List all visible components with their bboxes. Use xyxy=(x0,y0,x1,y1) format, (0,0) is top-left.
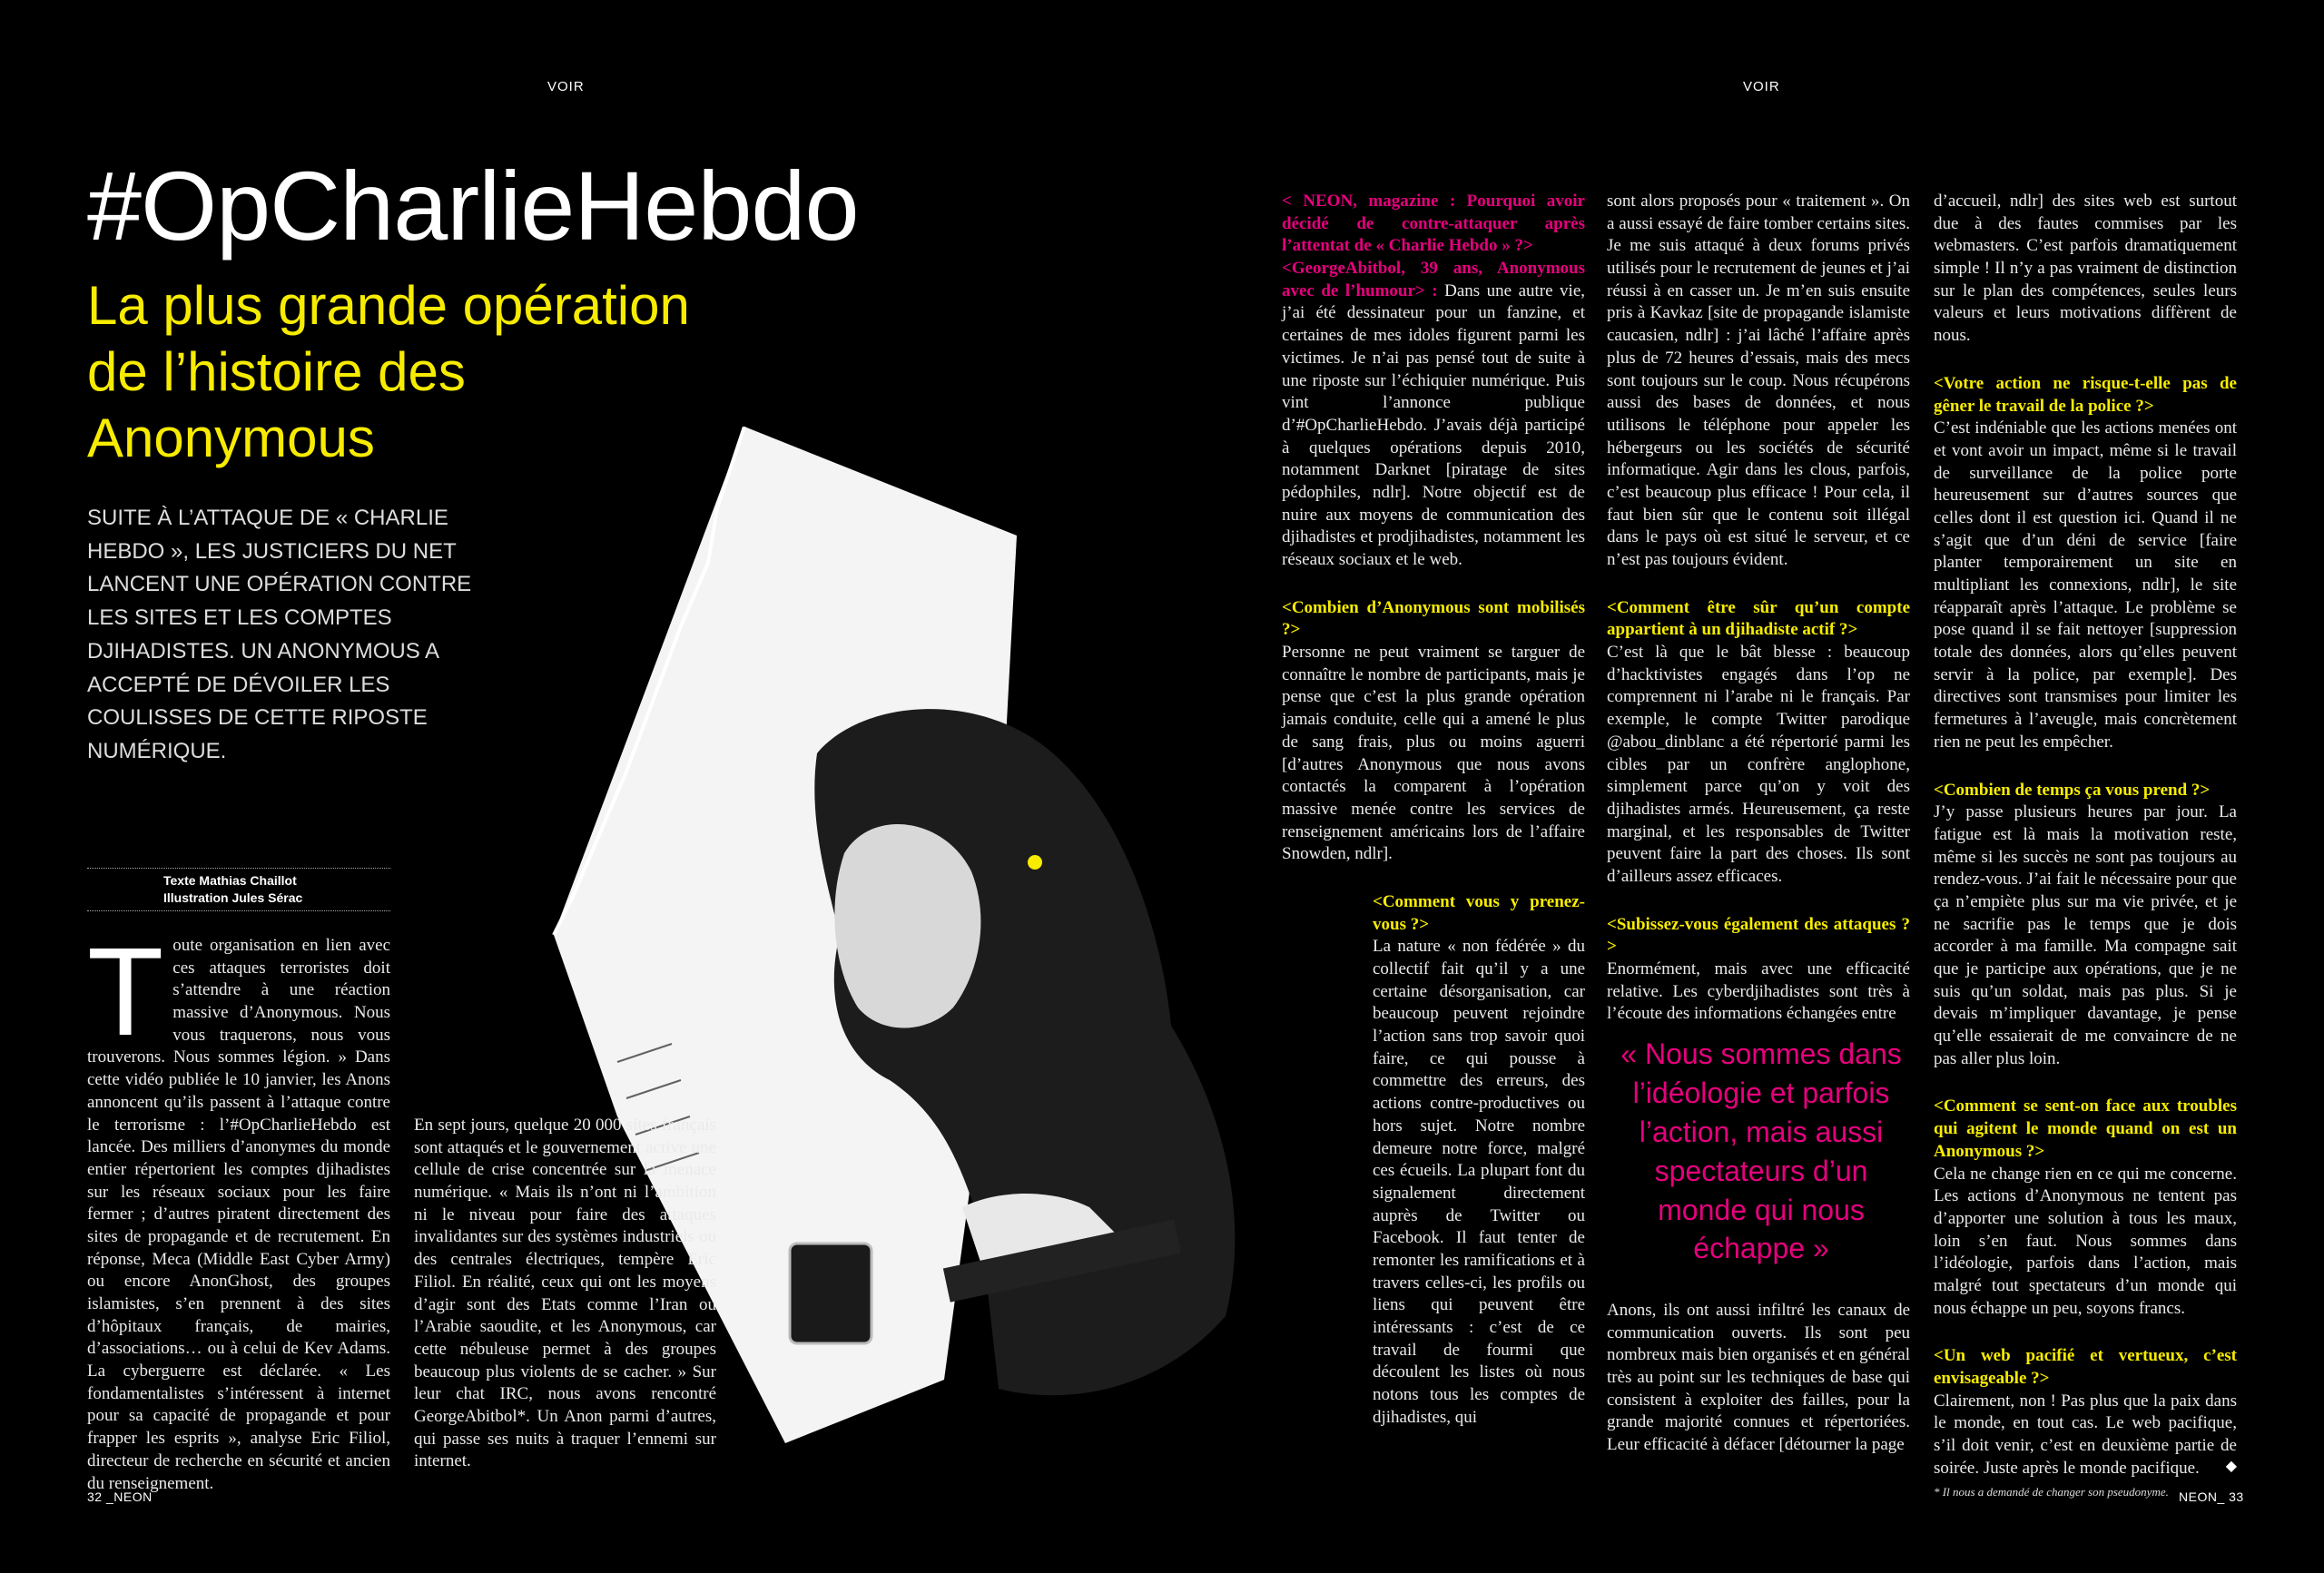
answer-5-continued: Anons, ils ont aussi infiltré les canaux de communication ouverts. Ils sont peu nombreux mais bien organisés et en général très au point sur les techniques de base qui consistent à exploiter des failles, pour la grande majorité connues et répertoriées. Leur efficacité à défacer [détourner la page xyxy=(1607,1301,1910,1455)
question-7: <Combien de temps ça vous prend ?> xyxy=(1934,780,2211,800)
interviewee-name: <GeorgeAbitbol, 39 ans, Anonymous avec de l’humour> : xyxy=(1282,259,1585,300)
body-column-2 xyxy=(414,1115,716,1473)
interview-column-3 xyxy=(1934,191,2237,1500)
qa-block-4 xyxy=(1607,597,1910,889)
question-9: <Un web pacifié et vertueux, c’est envisageable ?> xyxy=(1934,1346,2237,1388)
question-6: <Votre action ne risque-t-elle pas de gêner le travail de la police ?> xyxy=(1934,373,2237,416)
answer-3: La nature « non fédérée » du collectif fait qu’il y a une certaine désorganisation, car beaucoup peuvent rejoindre l’action sans trop savoir quoi faire, ce qui pousse à commettre des erreurs, des actions contre-productives ou hors sujet. Notre nombre demeure notre force, malgré ces écueils. La plupart font du signalement directement auprès de Twitter ou Facebook. Il faut tenter de remonter les ramifications et à travers celles-ci, les profils ou liens qui peuvent être intéressants : c’est de ce travail de fourmi que découlent les listes où nous notons tous les comptes de djihadistes, qui xyxy=(1373,937,1585,1427)
running-head-left: VOIR xyxy=(547,79,585,94)
answer-7: J’y passe plusieurs heures par jour. La fatigue est là mais la motivation reste, même si les succès ne sont pas toujours au rendez-vous. J’ai fait le nécessaire pour que ça n’empiète plus sur ma vie privée, et je ne sacrifie pas le temps que je dois accorder à ma famille. Ma compagne sait que je participe aux opérations, que je ne suis qu’un soldat, mais pas plus. Si je devais m’impliquer davantage, je pense qu’elle essaierait de me convaincre de ne pas aller plus loin. xyxy=(1934,802,2237,1068)
body-column-1 xyxy=(87,922,390,1495)
question-1: < NEON, magazine : Pourquoi avoir décidé de contre-attaquer après l’attentat de « Charlie Hebdo » ?> xyxy=(1282,192,1585,256)
question-4: <Comment être sûr qu’un compte appartient à un djihadiste actif ?> xyxy=(1607,597,1910,640)
question-3: <Comment vous y prenez-vous ?> xyxy=(1373,891,1585,934)
article-title: #OpCharlieHebdo xyxy=(87,151,859,261)
glowing-eye xyxy=(1028,855,1042,870)
qa-block-2 xyxy=(1282,597,1585,866)
qa-block-7 xyxy=(1934,780,2237,1071)
answer-8: Cela ne change rien en ce qui me concerne. Les actions d’Anonymous ne tentent pas d’apporter une solution à tous les maux, loin s’en faut. Nous sommes dans l’idéologie, parfois dans l’action, mais malgré tout spectateurs d’un monde qui nous échappe un peu, soyons francs. xyxy=(1934,1164,2237,1318)
qa-block-6 xyxy=(1934,373,2237,754)
body-text-1: oute organisation en lien avec ces attaques terroristes doit s’attendre à une réaction massive d’Anonymous. Nous vous traquerons, nous vous trouverons. Nous sommes légion. » Dans cette vidéo publiée le 10 janvier, les Anons annoncent qu’ils passent à l’attaque contre le terrorisme : l’#OpCharlieHebdo est lancée. Des milliers d’anonymes du monde entier répertorient les comptes djihadistes sur les réseaux sociaux pour les faire fermer ; d’autres piratent directement des sites de propagande et de recrutement. En réponse, Meca (Middle East Cyber Army) ou encore AnonGhost, des groupes islamistes, s’en prennent à des sites d’hôpitaux français, de mairies, d’associations… ou à celui de Kev Adams. La cyberguerre est déclarée. « Les fondamentalistes s’intéressent à internet pour sa capacité de propagande et pour frapper les esprits », analyse Eric Filiol, directeur de recherche en sécurité et ancien du renseignement. xyxy=(87,936,390,1493)
dropcap: T xyxy=(87,922,164,1062)
qa-block-1 xyxy=(1282,191,1585,572)
answer-5: Enormément, mais avec une efficacité relative. Les cyberdjihadistes sont très à l’écoute des informations échangées entre xyxy=(1607,959,1910,1024)
question-5: <Subissez-vous également des attaques ?> xyxy=(1607,914,1910,957)
answer-3-continued: sont alors proposés pour « traitement ». On a aussi essayé de faire tomber certains sites. Je me suis attaqué à deux forums privés utilisés pour le recrutement de jeunes et j’ai réussi à en casser un. Je m’en suis ensuite pris à Kavkaz [site de propagande islamiste caucasien, ndlr] : j’ai lâché l’affaire après plus de 72 heures d’essais, mais des mecs sont toujours sur le coup. Nous récupérons aussi des bases de données, et nous utilisons le téléphone pour appeler les hébergeurs ou les sociétés de sécurité informatique. Agir dans les clous, parfois, c’est beaucoup plus efficace ! Pour cela, il faut bien sûr que le contenu soit illégal dans le pays où est situé le serveur, et ce n’est pas toujours évident. xyxy=(1607,192,1910,569)
qa-block-3 xyxy=(1282,891,1585,1430)
footnote: * Il nous a demandé de changer son pseudonyme. xyxy=(1934,1485,2169,1499)
figure-face xyxy=(834,824,980,1028)
coffee-mug xyxy=(790,1244,872,1343)
interview-column-2-bottom xyxy=(1607,1300,1910,1457)
article-standfirst: SUITE À L’ATTAQUE DE « CHARLIE HEBDO », LES JUSTICIERS DU NET LANCENT UNE OPÉRATION CONTRE LES SITES ET LES COMPTES DJIHADISTES. UN ANONYMOUS A ACCEPTÉ DE DÉVOILER LES COULISSES DE CETTE RIPOSTE NUMÉRIQUE. xyxy=(87,506,472,764)
pull-quote: « Nous sommes dans l’idéologie et parfois l’action, mais aussi spectateurs d’un monde qui nous échappe » xyxy=(1620,1037,1902,1265)
interview-column-2 xyxy=(1607,191,1910,1051)
end-mark-icon: ◆ xyxy=(2225,1458,2237,1474)
article-credits xyxy=(87,868,390,911)
qa-block-8 xyxy=(1934,1096,2237,1320)
answer-4: C’est là que le bât blesse : beaucoup d’hacktivistes engagés dans l’op ne comprennent ni l’arabe ni le français. Par exemple, le compte Twitter parodique @abou_dinblanc a été répertorié parmi les cibles par un confrère anglophone, simplement parce qu’on y voit des djihadistes armés. Heureusement, ça reste marginal, et les responsables de Twitter peuvent faire la part des choses. Ils sont d’ailleurs assez efficaces. xyxy=(1607,643,1910,886)
question-8: <Comment se sent-on face aux troubles qui agitent le monde quand on est un Anonymous ?> xyxy=(1934,1096,2237,1161)
answer-5-continued-2: d’accueil, ndlr] des sites web est surtout due à des fautes commises par les webmasters. C’est parfois dramatiquement simple ! Il n’y a pas vraiment de distinction sur le plan des compétences, seules leurs valeurs et leurs motivations diffèrent de nous. xyxy=(1934,192,2237,346)
interview-column-1 xyxy=(1282,191,1585,1454)
article-subtitle: La plus grande opération de l’histoire des Anonymous xyxy=(87,275,690,469)
question-2: <Combien d’Anonymous sont mobilisés ?> xyxy=(1282,597,1585,640)
answer-9: Clairement, non ! Pas plus que la paix dans le monde, en tout cas. Le web pacifique, s’il doit venir, c’est en deuxième partie de soirée. Juste après le monde pacifique. xyxy=(1934,1391,2237,1478)
answer-6: C’est indéniable que les actions menées ont et vont avoir un impact, même si le travail de surveillance de la police porte heureusement sur d’autres sources que celles dont il est question ici. Quand il ne s’agit que d’un déni de service [faire planter temporairement un site en multipliant les connexions, ndlr], le site réapparaît après l’attaque. Le problème se pose quand il se fait nettoyer [suppression totale des données, alors qu’elles peuvent servir à la police, par exemple]. Des directives sont transmises pour limiter les fermetures à l’aveugle, mais concrètement rien ne peut les empêcher. xyxy=(1934,418,2237,752)
qa-block-9 xyxy=(1934,1345,2237,1480)
answer-1: Dans une autre vie, j’ai été dessinateur pour un fanzine, et certaines de mes idoles figurent parmi les victimes. Je n’ai pas pensé tout de suite à une riposte sur l’échiquier numérique. Puis vint l’annonce publique d’#OpCharlieHebdo. J’avais déjà participé à quelques opérations depuis 2010, notamment Darknet [piratage de sites pédophiles, ndlr]. Notre objectif est de nuire aux moyens de communication des djihadistes et prodjihadistes, notamment les réseaux sociaux et le web. xyxy=(1282,280,1586,569)
page-number-right: NEON_ 33 xyxy=(2179,1489,2244,1504)
credit-illustration: Illustration Jules Sérac xyxy=(163,890,303,905)
running-head-right: VOIR xyxy=(1743,79,1780,94)
credit-text: Texte Mathias Chaillot xyxy=(163,873,297,888)
answer-2: Personne ne peut vraiment se targuer de connaître le nombre de participants, mais je pense que c’est la plus grande opération jamais conduite, celle qui a amené le plus de sang frais, plus ou moins aguerri [d’autres Anonymous que nous avons contactés la comparent à l’opération massive menée contre les services de renseignement américains lors de l’affaire Snowden, ndlr]. xyxy=(1282,643,1585,864)
qa-block-5 xyxy=(1607,914,1910,1026)
page-number-left: 32 _NEON xyxy=(87,1489,153,1504)
body-text-2: En sept jours, quelque 20 000 sites français sont attaqués et le gouvernement active une cellule de crise concentrée sur la menace numérique. « Mais ils n’ont ni l’ambition ni le niveau pour faire des attaques invalidantes sur des systèmes industriels ou des centrales électriques, tempère Eric Filiol. En réalité, ceux qui ont les moyens d’agir sont des Etats comme l’Iran ou l’Arabie saoudite, et les Anonymous, car cette nébuleuse permet à des groupes beaucoup plus violents de se cacher. » Sur leur chat IRC, nous avons rencontré GeorgeAbitbol*. Un Anon parmi d’autres, qui passe ses nuits à traquer l’ennemi sur internet. xyxy=(414,1116,716,1471)
